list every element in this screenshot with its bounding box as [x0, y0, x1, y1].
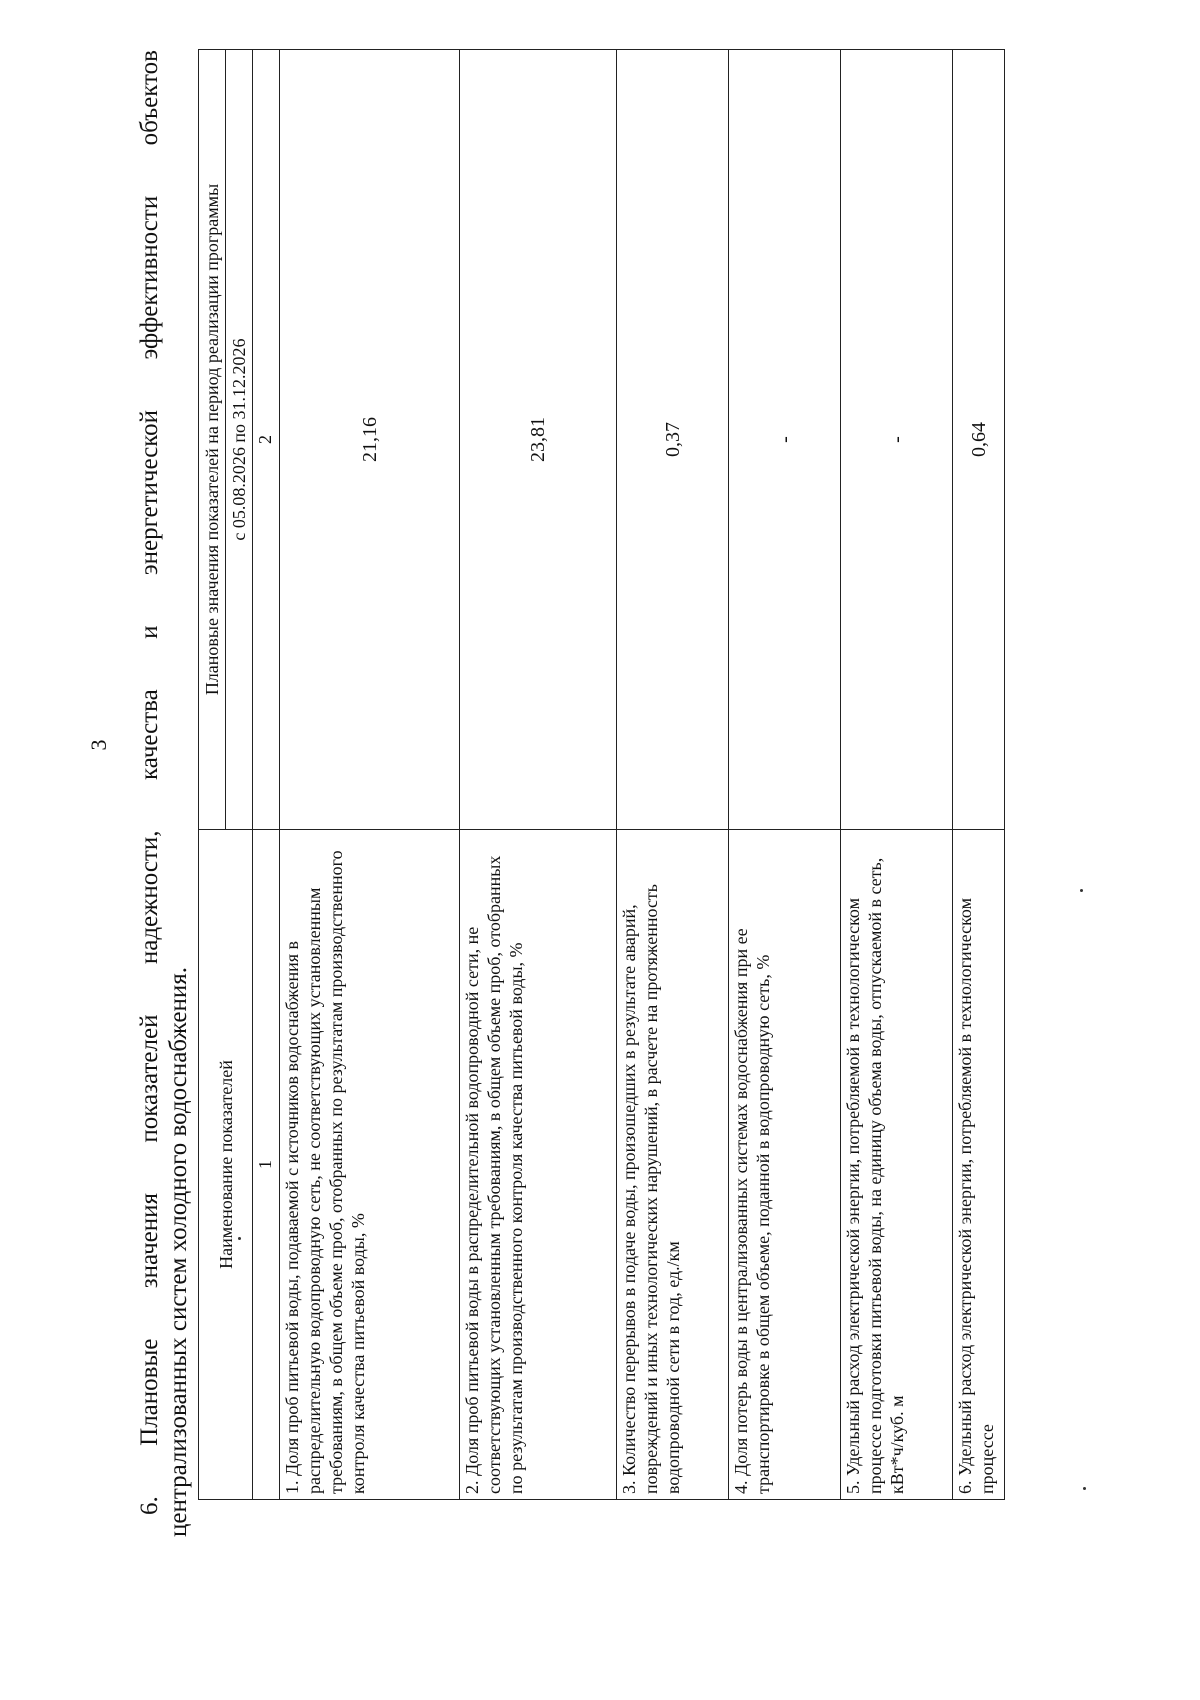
heading-word: надежности, [136, 830, 163, 965]
header-period: с 05.08.2026 по 31.12.2026 [226, 50, 253, 830]
indicator-name: 1. Доля проб питьевой воды, подаваемой с источников водоснабжения в распределительную водопроводную сеть, не соответствующих установленным требованиям, в общем объеме проб, отобранных по результатам производственного контроля качества питьевой воды, % [280, 830, 460, 1500]
scan-speck [238, 1237, 241, 1240]
indicator-value: 23,81 [460, 50, 617, 830]
scan-speck [1080, 889, 1083, 892]
heading-line-2: централизованных систем холодного водоснабжения. [165, 967, 192, 1537]
column-number: 1 [253, 830, 280, 1500]
table-row [953, 50, 1005, 1500]
heading-word: и [136, 625, 163, 639]
indicator-name: 5. Удельный расход электрической энергии, потребляемой в технологическом процессе подготовки питьевой воды, на единицу объема воды, отпускаемой в сеть, кВт*ч/куб. м [841, 830, 953, 1500]
header-planned-values: Плановые значения показателей на период реализации программы [199, 50, 226, 830]
heading-word: значения [136, 1192, 163, 1289]
indicator-value: 0,37 [617, 50, 729, 830]
table-row [460, 50, 617, 1500]
heading-line-1 [135, 50, 164, 1515]
table-header-row [199, 50, 226, 1500]
table-column-number-row [253, 50, 280, 1500]
table-row [280, 50, 460, 1500]
heading-word: эффективности [136, 195, 163, 360]
indicator-name: 6. Удельный расход электрической энергии, потребляемой в технологическом процессе [953, 830, 1005, 1500]
heading-word: Плановые [136, 1338, 163, 1446]
indicator-name: 4. Доля потерь воды в централизованных системах водоснабжения при ее транспортировке в общем объеме, поданной в водопроводную сеть, % [729, 830, 841, 1500]
heading-word: энергетической [136, 409, 163, 576]
table-row [617, 50, 729, 1500]
column-number: 2 [253, 50, 280, 830]
heading-word: 6. [136, 1496, 163, 1515]
indicator-value: - [729, 50, 841, 830]
header-indicator-name: Наименование показателей [199, 830, 253, 1500]
table-row [841, 50, 953, 1500]
indicators-table [198, 49, 1005, 1500]
heading-word: качества [136, 689, 163, 781]
indicator-value: - [841, 50, 953, 830]
table-row [729, 50, 841, 1500]
heading-word: объектов [136, 50, 163, 146]
indicator-name: 3. Количество перерывов в подаче воды, произошедших в результате аварий, повреждений и иных технологических нарушений, в расчете на протяженность водопроводной сети в год, ед./км [617, 830, 729, 1500]
scan-speck [1083, 1487, 1086, 1490]
section-heading [135, 50, 193, 1537]
indicator-value: 21,16 [280, 50, 460, 830]
heading-word: показателей [136, 1014, 163, 1143]
page-number: 3 [86, 739, 111, 751]
indicator-name: 2. Доля проб питьевой воды в распределительной водопроводной сети, не соответствующих установленным требованиям, в общем объеме проб, отобранных по результатам производственного контроля качества питьевой воды, % [460, 830, 617, 1500]
indicator-value: 0,64 [953, 50, 1005, 830]
